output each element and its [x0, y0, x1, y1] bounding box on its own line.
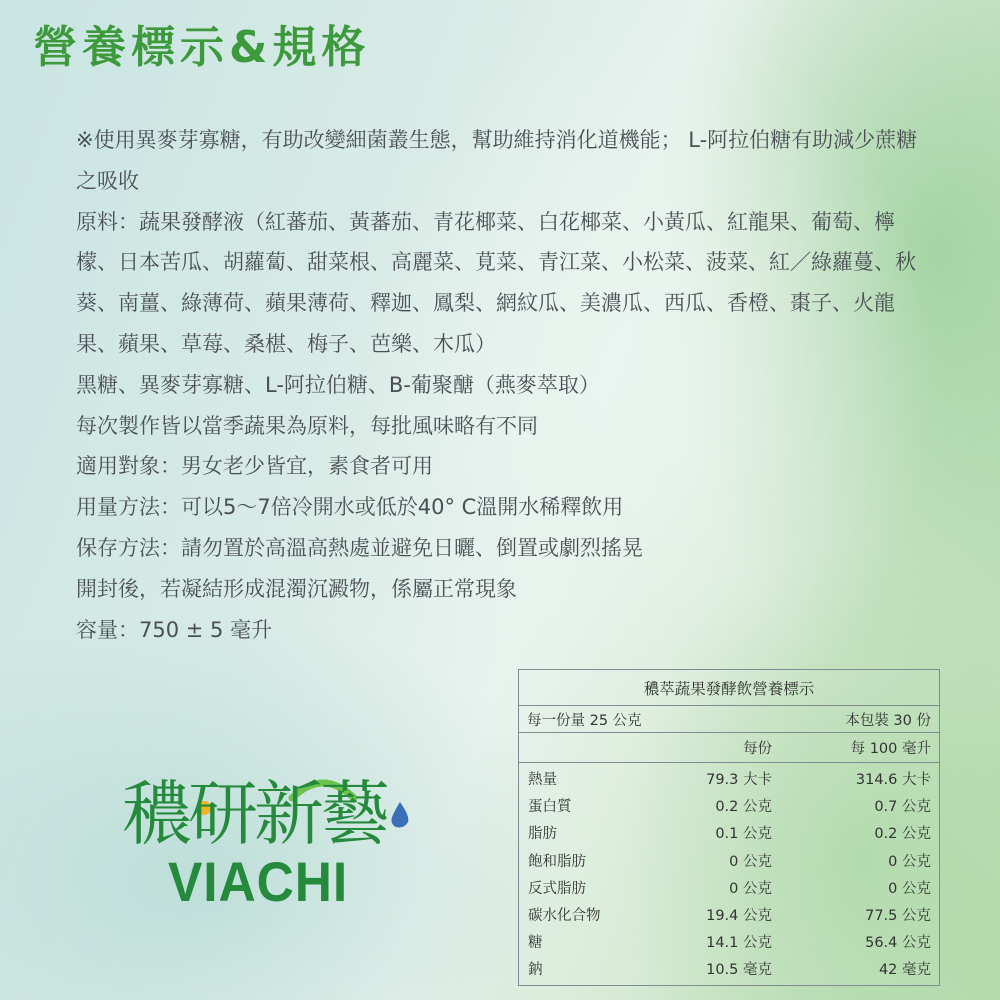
page-title: 營養標示&規格	[33, 22, 371, 73]
nutrient-name: 脂肪	[528, 826, 557, 843]
nutrition-row	[519, 901, 939, 928]
nutrition-row	[519, 819, 939, 846]
nutrient-per-100: 0 公克	[888, 853, 931, 870]
target-audience: 適用對象：男女老少皆宜，素食者可用	[76, 454, 433, 479]
nutrient-name: 糖	[528, 935, 543, 952]
nutrient-name: 蛋白質	[528, 799, 572, 816]
description-paragraph: ※使用異麥芽寡糖，有助改變細菌叢生態，幫助維持消化道機能； L-阿拉伯糖有助減少蔗糖之吸收	[76, 128, 918, 193]
servings-per-pack: 本包裝 30 份	[845, 712, 931, 729]
nutrient-per-serving: 14.1 公克	[706, 935, 772, 952]
nutrient-per-serving: 19.4 公克	[706, 908, 772, 925]
nutrition-row	[519, 765, 939, 792]
logo-chinese-text: 穠研新藝	[122, 773, 386, 855]
serving-size: 每一份量 25 公克	[527, 712, 642, 729]
water-drop-icon	[388, 800, 412, 830]
serving-info-row	[519, 706, 939, 733]
nutrient-per-serving: 0.1 公克	[715, 826, 772, 843]
nutrition-row	[519, 955, 939, 982]
opening-note: 開封後，若凝結形成混濁沉澱物，係屬正常現象	[76, 576, 517, 601]
nutrient-per-serving: 0 公克	[729, 853, 772, 870]
nutrient-per-100: 0.2 公克	[874, 826, 931, 843]
nutrition-row	[519, 847, 939, 874]
nutrient-name: 鈉	[528, 962, 543, 979]
nutrient-per-100: 77.5 公克	[865, 908, 931, 925]
ingredients-additional: 黑糖、異麥芽寡糖、L-阿拉伯糖、B-葡聚醣（燕麥萃取）	[76, 372, 600, 397]
nutrient-name: 熱量	[528, 772, 557, 789]
nutrition-facts-table	[518, 669, 940, 986]
column-header-per-100: 每 100 毫升	[850, 741, 931, 757]
logo-english-text: VIACHI	[168, 850, 349, 913]
nutrient-name: 反式脂肪	[528, 880, 586, 897]
brand-logo	[118, 770, 428, 920]
nutrient-per-100: 56.4 公克	[865, 935, 931, 952]
column-header-row	[519, 733, 939, 763]
nutrition-row	[519, 928, 939, 955]
nutrition-rows	[519, 763, 939, 985]
nutrient-per-serving: 0 公克	[729, 880, 772, 897]
column-header-per-serving: 每份	[743, 741, 772, 757]
nutrition-row	[519, 792, 939, 819]
nutrient-per-100: 42 毫克	[878, 962, 931, 979]
nutrient-per-serving: 79.3 大卡	[706, 772, 772, 789]
ingredients-paragraph: 原料：蔬果發酵液（紅蕃茄、黃蕃茄、青花椰菜、白花椰菜、小黃瓜、紅龍果、葡萄、檸檬、日本苦瓜、胡蘿蔔、甜菜根、高麗菜、莧菜、青江菜、小松菜、菠菜、紅／綠蘿蔓、秋葵、南薑、綠薄荷、蘋果薄荷、釋迦、鳳梨、網紋瓜、美濃瓜、西瓜、香橙、棗子、火龍果、蘋果、草莓、桑椹、梅子、芭樂、木瓜）	[76, 209, 916, 356]
flavor-note: 每次製作皆以當季蔬果為原料，每批風味略有不同	[76, 413, 538, 438]
nutrient-per-100: 314.6 大卡	[855, 772, 931, 789]
nutrition-row	[519, 874, 939, 901]
nutrient-per-100: 0 公克	[888, 880, 931, 897]
nutrient-name: 碳水化合物	[528, 908, 601, 925]
product-description	[76, 120, 936, 650]
nutrient-per-serving: 10.5 毫克	[706, 962, 772, 979]
volume: 容量：750 ± 5 毫升	[76, 617, 273, 642]
nutrient-name: 飽和脂肪	[528, 853, 586, 870]
nutrient-per-100: 0.7 公克	[874, 799, 931, 816]
nutrient-per-serving: 0.2 公克	[715, 799, 772, 816]
usage-instructions: 用量方法：可以5～7倍冷開水或低於40° C溫開水稀釋飲用	[76, 495, 624, 520]
storage-instructions: 保存方法：請勿置於高溫高熱處並避免日曬、倒置或劇烈搖晃	[76, 535, 643, 560]
nutrition-title: 穠萃蔬果發酵飲營養標示	[519, 670, 939, 706]
